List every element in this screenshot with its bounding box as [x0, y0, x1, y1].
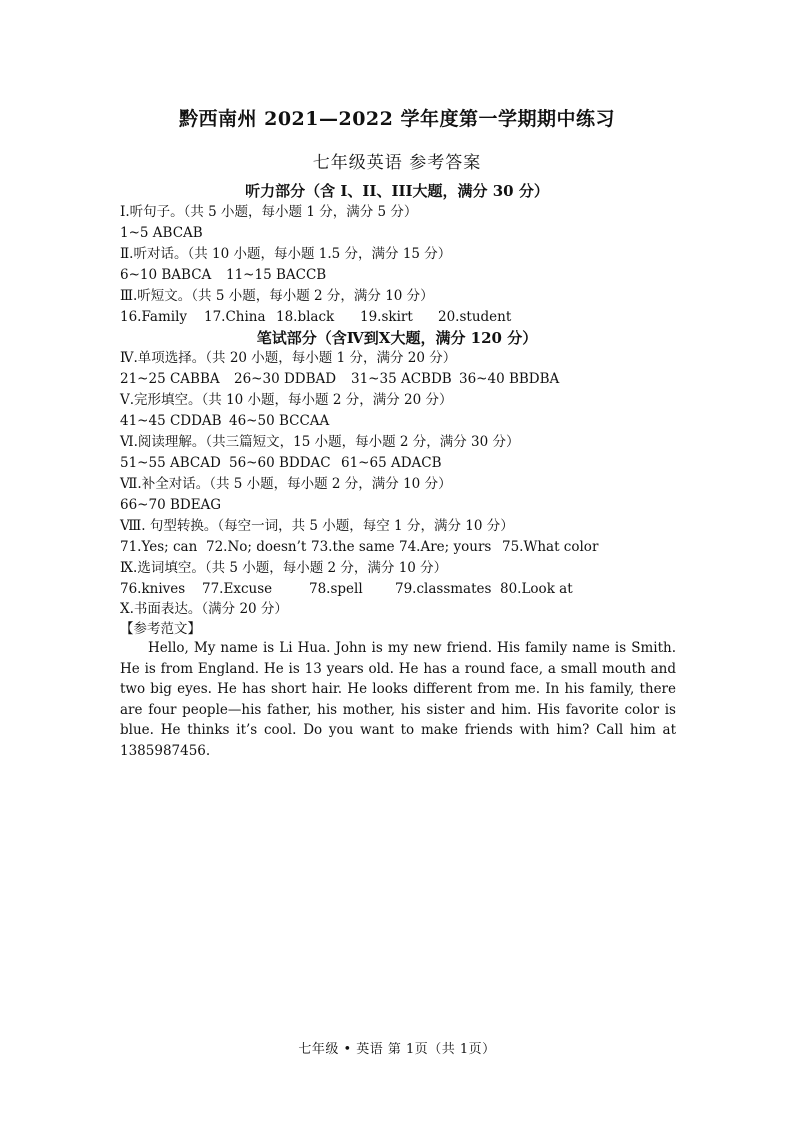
answer-item: 79.classmates: [395, 581, 492, 597]
answer-item: 17.China: [204, 309, 266, 325]
part3-label: Ⅲ.听短文。（共 5 小题，每小题 2 分，满分 10 分）: [120, 288, 434, 304]
answer-item: 78.spell: [309, 581, 363, 597]
answer-item: 1~5 ABCAB: [120, 225, 203, 241]
answer-item: 75.What color: [502, 539, 599, 555]
answer-item: 80.Look at: [500, 581, 573, 597]
answer-item: 73.the same: [311, 539, 395, 555]
part8-answers: [120, 538, 598, 556]
part7-label: Ⅶ.补全对话。（共 5 小题，每小题 2 分，满分 10 分）: [120, 476, 452, 492]
part6-label: Ⅵ.阅读理解。（共三篇短文，15 小题，每小题 2 分，满分 30 分）: [120, 434, 520, 450]
answer-item: 31~35 ACBDB: [351, 371, 452, 387]
answer-item: 20.student: [438, 309, 512, 325]
answer-item: 76.knives: [120, 581, 186, 597]
part9-label: Ⅸ.选词填空。（共 5 小题，每小题 2 分，满分 10 分）: [120, 560, 448, 576]
page-footer: 七年级 • 英语 第 1页（共 1页）: [298, 1042, 496, 1057]
answer-item: 66~70 BDEAG: [120, 497, 222, 513]
part10-label: Ⅹ.书面表达。（满分 20 分）: [120, 601, 288, 617]
answer-item: 41~45 CDDAB: [120, 413, 222, 429]
answer-item: 46~50 BCCAA: [229, 413, 330, 429]
part5-answers: [120, 412, 329, 430]
part2-label: Ⅱ.听对话。（共 10 小题，每小题 1.5 分，满分 15 分）: [120, 246, 452, 262]
part5-label: Ⅴ.完形填空。（共 10 小题，每小题 2 分，满分 20 分）: [120, 392, 453, 408]
sample-essay-label: 【参考范文】: [120, 621, 201, 637]
answer-item: 19.skirt: [360, 309, 413, 325]
answer-item: 16.Family: [120, 309, 188, 325]
answer-item: 72.No; doesn’t: [206, 539, 307, 555]
part9-answers: [120, 580, 573, 598]
part7-answers: [120, 496, 221, 514]
answer-item: 18.black: [276, 309, 335, 325]
answer-item: 61~65 ADACB: [341, 455, 442, 471]
part4-answers: [120, 370, 559, 388]
answer-item: 74.Are; yours: [399, 539, 492, 555]
written-section-heading: 笔试部分（含Ⅳ到Ⅹ大题，满分 120 分）: [256, 329, 538, 347]
part1-label: Ⅰ.听句子。（共 5 小题，每小题 1 分，满分 5 分）: [120, 204, 418, 220]
part2-answers: [120, 266, 326, 284]
answer-item: 26~30 DDBAD: [234, 371, 337, 387]
answer-item: 21~25 CABBA: [120, 371, 220, 387]
answer-item: 11~15 BACCB: [226, 267, 327, 283]
answer-item: 71.Yes; can: [120, 539, 198, 555]
document-subtitle: 七年级英语 参考答案: [312, 153, 482, 173]
document-title: 黔西南州 2021—2022 学年度第一学期期中练习: [179, 108, 615, 130]
part8-label: Ⅷ. 句型转换。（每空一词，共 5 小题，每空 1 分，满分 10 分）: [120, 518, 514, 534]
listening-section-heading: 听力部分（含 I、II、III大题，满分 30 分）: [245, 182, 549, 200]
part3-answers: [120, 308, 511, 326]
sample-essay: Hello, My name is Li Hua. John is my new friend. His family name is Smith. He is from England. He is 13 years old. He has a round face, a small mouth and two big eyes. He has short hair. He looks different from me. In his family, there are four people—his father, his mother, his sister and him. His favorite color is blue. He thinks it’s cool. Do you want to make friends with him? Call him at 1385987456.: [120, 640, 676, 759]
part4-label: Ⅳ.单项选择。（共 20 小题，每小题 1 分，满分 20 分）: [120, 350, 457, 366]
answer-item: 77.Excuse: [202, 581, 273, 597]
answer-item: 56~60 BDDAC: [229, 455, 331, 471]
answer-item: 51~55 ABCAD: [120, 455, 221, 471]
answer-item: 36~40 BBDBA: [459, 371, 560, 387]
part6-answers: [120, 454, 442, 472]
answer-item: 6~10 BABCA: [120, 267, 212, 283]
part1-answers: [120, 224, 203, 242]
